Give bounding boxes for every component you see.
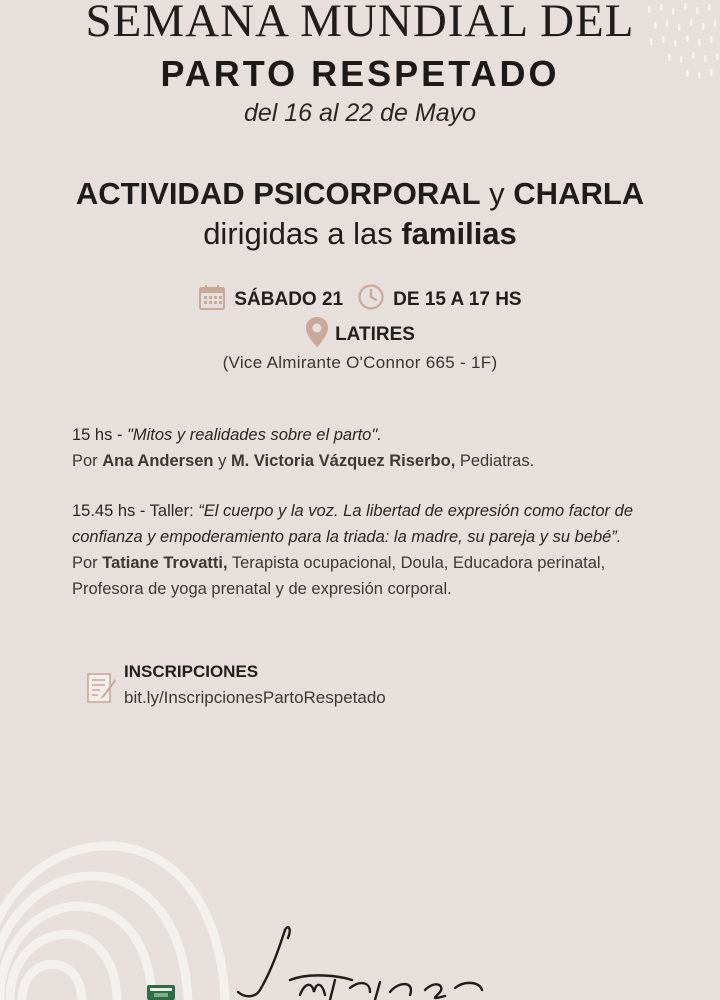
form-pencil-icon (86, 671, 118, 710)
title-line-1: SEMANA MUNDIAL DEL (85, 0, 635, 47)
event-time: DE 15 A 17 HS (393, 289, 522, 310)
registration-link[interactable]: bit.ly/InscripcionesPartoRespetado (124, 688, 386, 707)
talk-2-speaker: Tatiane Trovatti, (102, 554, 228, 572)
talk-1-title-line (72, 422, 652, 448)
calendar-icon (198, 283, 226, 317)
audience-bold: familias (401, 216, 517, 251)
talk-2-by: Por (72, 554, 103, 572)
talk-2-speaker-line (72, 550, 652, 602)
schedule-row (0, 283, 720, 317)
event-dates: del 16 al 22 de Mayo (243, 99, 477, 127)
talk-1-role: Pediatras. (455, 452, 535, 470)
venue-name: LATIRES (335, 324, 415, 345)
talk-1-speakers (72, 448, 652, 474)
talk-2-time: 15.45 hs - Taller: (72, 502, 199, 520)
activity-heading (0, 176, 720, 212)
clock-icon (357, 283, 385, 317)
talk-2-role: Terapista ocupacional, Doula, Educadora perinatal, Profesora de yoga prenatal y de expresión corporal. (72, 554, 606, 598)
audience-line (0, 216, 720, 252)
venue-address: (Vice Almirante O'Connor 665 - 1F) (222, 353, 498, 372)
event-day: SÁBADO 21 (234, 289, 344, 310)
location-row (0, 318, 720, 352)
registration-label: INSCRIPCIONES (124, 662, 259, 681)
talk-1-by: Por (72, 452, 103, 470)
registration-block (86, 659, 386, 719)
talk-1 (72, 422, 652, 474)
title-line-2: PARTO RESPETADO (160, 53, 560, 94)
talk-1-title: "Mitos y realidades sobre el parto". (127, 426, 382, 444)
arches-decoration (0, 755, 260, 1000)
activity-connector: y (480, 176, 514, 211)
talk-1-and: y (213, 452, 231, 470)
audience-prefix: dirigidas a las (203, 216, 402, 251)
talk-1-speaker-1: Ana Andersen (102, 452, 214, 470)
seal-logo (146, 984, 176, 1000)
location-pin-icon (305, 316, 329, 354)
talk-2 (72, 498, 652, 602)
talk-2-title-block (72, 498, 652, 550)
activity-part-2: CHARLA (513, 176, 645, 211)
talk-1-time: 15 hs - (72, 426, 128, 444)
latires-signature-logo (230, 920, 500, 1000)
talk-2-title: “El cuerpo y la voz. La libertad de expresión como factor de confianza y empoderamiento para la triada: la madre, su pareja y su bebé”. (72, 502, 633, 546)
talk-1-speaker-2: M. Victoria Vázquez Riserbo, (230, 452, 456, 470)
activity-part-1: ACTIVIDAD PSICORPORAL (75, 176, 481, 211)
